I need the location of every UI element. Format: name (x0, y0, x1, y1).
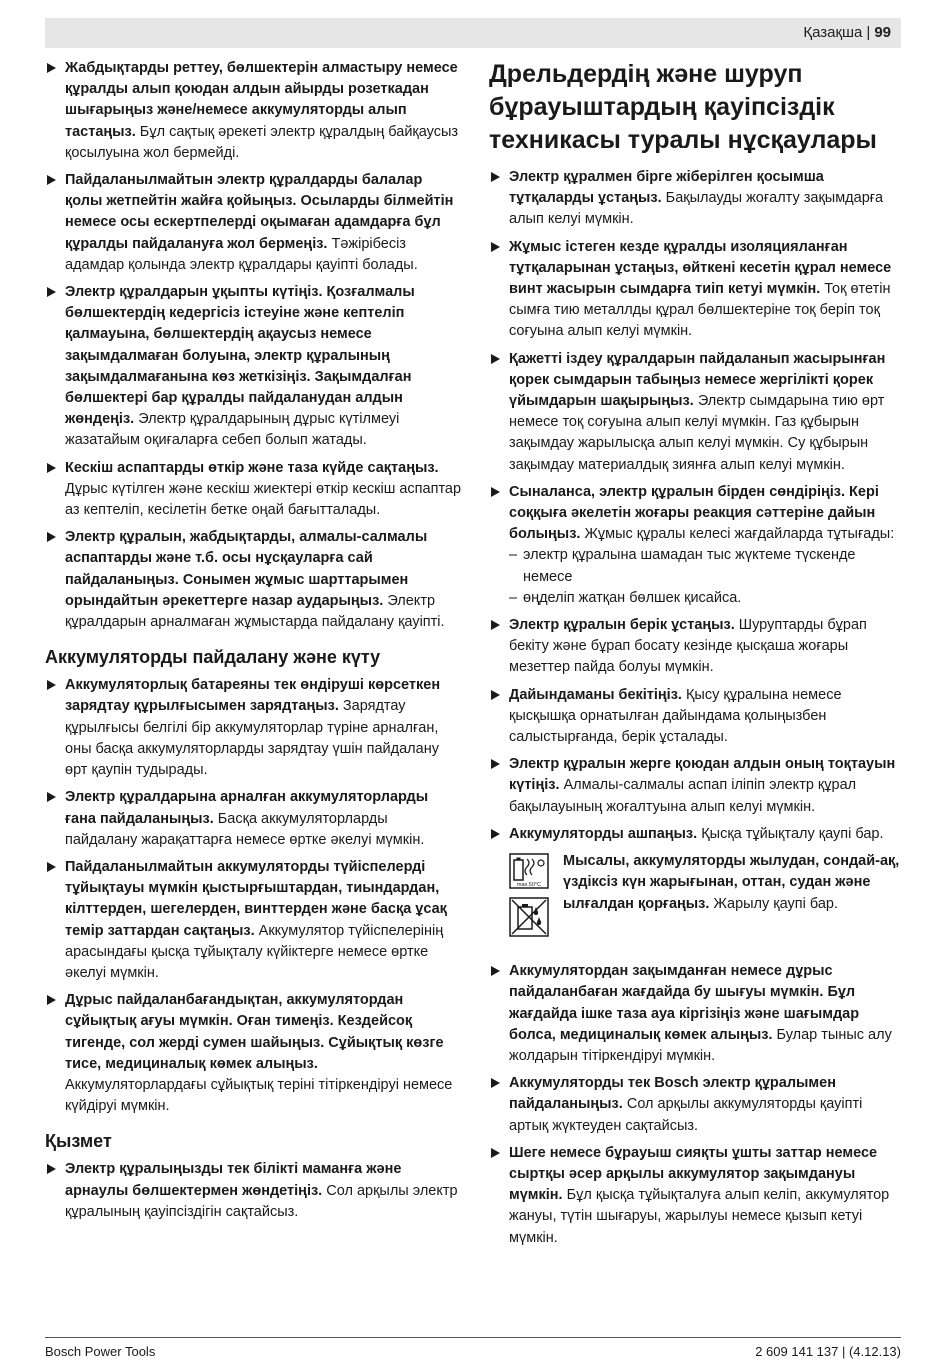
battery-water-icon (509, 897, 549, 937)
battery-list (45, 675, 463, 1117)
header-language: Қазақша (803, 24, 863, 41)
list-item (489, 754, 901, 818)
heat-water-warning (489, 851, 901, 951)
dash-text: электр құралына шамадан тыс жүктеме түскенде немесе (523, 547, 856, 585)
list-item (489, 237, 901, 343)
item-bold: Аккумуляторлық батареяны тек өндіруші көрсеткен зарядтау құрылғысымен зарядтаңыз. (65, 677, 441, 715)
item-bold: Электр құралын, жабдықтарды, алмалы-салмалы аспаптарды және т.б. осы нұсқауларға сай пайдаланыңыз. Сонымен жұмыс шарттарымен орындайтын әрекеттерге назар аударыңыз. (65, 529, 428, 609)
item-bold: Жұмыс істеген кезде құралды изоляцияланған тұтқаларынан ұстаңыз, өйткені кесетін құрал немесе винт жасырын сымдарға тиіп кетуі мүмкін. (509, 238, 892, 298)
bullet-arrow-icon (47, 862, 56, 872)
bullet-arrow-icon (47, 463, 56, 473)
left-top-list (45, 58, 463, 633)
item-text: Алмалы-салмалы аспап іліпіп электр құрал бақылауының жоғалтуына алып келуі мүмкін. (509, 777, 857, 815)
item-bold: Аккумулятордан зақымданған немесе дұрыс пайдаланбаған жағдайда бу шығуы мүмкін. Бұл жағдайда ішке таза ауа кіргізіңіз және шағымдар болса, медициналық көмек алыңыз. (509, 963, 860, 1043)
heat-icon-label: max.50°C (516, 882, 542, 889)
bullet-arrow-icon (491, 172, 500, 182)
bullet-arrow-icon (491, 354, 500, 364)
item-text: Электр құралдарын арналмаған жұмыстарда пайдалану қауіпті. (65, 592, 445, 631)
item-text: Сол арқылы аккумуляторды қауіпті артық жүктеуден сақтайсыз. (509, 1096, 863, 1134)
item-text: Басқа аккумуляторларды пайдалану жарақаттарға немесе өртке әкелуі мүмкін. (65, 810, 425, 848)
bullet-arrow-icon (491, 1148, 500, 1158)
header-text (803, 24, 891, 41)
dash-item (489, 588, 901, 609)
item-bold: Аккумуляторды ашпаңыз. (509, 825, 698, 842)
item-bold: Пайдаланылмайтын электр құралдарды балалар қолы жетпейтін жайға қойыңыз. Осыларды білмейтін немесе осы ескертпелерді оқымаған адамдарға бұл құралды пайдалануға жол бермеңіз. (65, 172, 454, 252)
warning-bold: Мысалы, аккумуляторды жылудан, сондай-ақ, үздіксіз күн жарығынан, оттан, судан және ылғалдан қорғаңыз. (563, 853, 900, 912)
item-bold: Электр құралын жерге қоюдан алдын оның тоқтауын күтіңіз. (509, 756, 896, 794)
bullet-arrow-icon (491, 966, 500, 976)
item-bold: Электр құралдарын ұқыпты күтіңіз. Қозғалмалы бөлшектердің кедергісіз істеуіне және кептеліп қалмауына, бөлшектердің ақаусыз немесе зақымдалмаған болуына, электр құралының зақымдалмағанына көз жеткізіңіз. Зақымдалған бөлшектері бар құралды пайдаланудан алдын жөндеңіз. (65, 284, 415, 428)
item-text: Аккумуляторлардағы сұйықтық теріні тітіркендіруі немесе күйдіруі мүмкін. (65, 1076, 453, 1115)
dash-list (489, 545, 901, 609)
list-item (45, 170, 463, 276)
item-text: Қысқа тұйықталу қаупі бар. (697, 825, 884, 842)
bullet-arrow-icon (491, 487, 500, 497)
page-number: 99 (874, 24, 891, 41)
list-item (489, 685, 901, 749)
list-item (489, 349, 901, 476)
item-text: Бұл сақтық әрекеті электр құралдың байқаусыз қосылуына жол бермейді. (65, 123, 459, 161)
item-text: Электр сымдарына тию өрт немесе тоқ соғуына алып келуі мүмкін. Газ құбырын зақымдау жарылысқа алып келуі мүмкін. Су құбырын зақымдау материалдық зиянға алып келуі мүмкін. (509, 393, 885, 473)
item-text: Дұрыс күтілген және кескіш жиектері өткір кескіш аспаптар аз кептеліп, кесілетін бетке оңай бағытталады. (65, 480, 462, 519)
service-list (45, 1159, 463, 1223)
item-text: Аккумулятор түйіспелерінің арасындағы қысқа тұйықталу күйіктерге немесе өртке әкелуі мүмкін. (65, 922, 444, 981)
item-text: Зарядтау құрылғысы белгілі бір аккумуляторлар түріне арналған, оны басқа аккумуляторларды зарядтау үшін пайдалану өрт қаупін тудырады. (65, 698, 439, 779)
item-bold: Қажетті іздеу құралдарын пайдаланып жасырынған қорек сымдарын табыңыз немесе жергілікті қорек үйымдарын шақырыңыз. (509, 350, 886, 410)
bullet-arrow-icon (491, 759, 500, 769)
dash-marker: – (509, 589, 518, 606)
warning-text (563, 851, 901, 915)
item-text: Сол арқылы электр құралының қауіпсіздігін сақтайсыз. (65, 1182, 458, 1220)
page-header (45, 18, 901, 48)
drill-safety-list-c (489, 961, 901, 1249)
service-heading: Қызмет (45, 1131, 112, 1152)
list-item (489, 167, 901, 231)
bullet-arrow-icon (47, 287, 56, 297)
header-separator: | (866, 24, 871, 41)
bullet-arrow-icon (491, 620, 500, 630)
item-bold: Электр құралмен бірге жіберілген қосымша тұтқаларды ұстаңыз. (509, 169, 824, 207)
footer-doc-number: 2 609 141 137 | (4.12.13) (755, 1344, 901, 1359)
list-item (45, 857, 463, 984)
section-title: Дрельдердің және шуруп бұрауыштардың қауіпсіздік техникасы туралы нұсқаулары (489, 60, 877, 154)
list-item (45, 990, 463, 1117)
item-bold: Шеге немесе бұрауыш сияқты ұшты заттар немесе сыртқы әсер арқылы аккумулятор зақымдануы мүмкін. (509, 1144, 878, 1204)
list-item (45, 675, 463, 781)
item-text: Тоқ өтетін сымға тию металлды құрал бөлшектеріне тоқ беріп тоқ соғуына алып келуі мүмкін. (509, 281, 891, 340)
item-text: Шуруптарды бұрап бекіту және бұрап босату кезінде қысқаша жоғары мезеттер пайда болуы мүмкін. (509, 617, 867, 676)
dash-item (489, 545, 901, 587)
bullet-arrow-icon (47, 63, 56, 73)
list-item (489, 482, 901, 546)
right-column (489, 58, 901, 1255)
item-text: Жұмыс құралы келесі жағдайларда тұтығады: (580, 526, 895, 543)
bullet-arrow-icon (491, 829, 500, 839)
list-item (489, 615, 901, 679)
dash-marker: – (509, 547, 518, 564)
bullet-arrow-icon (491, 690, 500, 700)
bullet-arrow-icon (491, 242, 500, 252)
bullet-arrow-icon (47, 680, 56, 690)
item-bold: Жабдықтарды реттеу, бөлшектерін алмастыру немесе құралды алып қоюдан алдын айырды розеткадан шығарыңыз және/немесе аккумуляторды алып тастаңыз. (65, 60, 458, 140)
battery-heading: Аккумуляторды пайдалану және күту (45, 647, 381, 668)
list-item (45, 282, 463, 452)
item-text: Тәжірібесіз адамдар қолында электр құралдары қауіпті болады. (65, 235, 418, 273)
item-bold: Электр құралдарына арналған аккумуляторларды ғана пайдаланыңыз. (65, 789, 429, 827)
list-item (489, 1143, 901, 1249)
item-bold: Дұрыс пайдаланбағандықтан, аккумулятордан сұйықтық ағуы мүмкін. Оған тимеңіз. Кездейсоқ тигенде, сол жерді сумен шайыңыз. Сұйықтық көзге тисе, медициналық көмек алыңыз. (65, 992, 444, 1072)
bullet-arrow-icon (47, 532, 56, 542)
item-bold: Кескіш аспаптарды өткір және таза күйде сақтаңыз. (65, 459, 439, 476)
bullet-arrow-icon (47, 1164, 56, 1174)
list-item (45, 458, 463, 522)
list-item (45, 787, 463, 851)
list-item (489, 824, 901, 845)
item-bold: Пайдаланылмайтын аккумуляторды түйіспелерді тұйықтауы мүмкін қыстырғыштардан, тиындардан, кілттерден, шегелерден, винттерден және басқа ұсақ темір заттардан сақтаңыз. (65, 858, 447, 939)
dash-text: өңделіп жатқан бөлшек қисайса. (523, 589, 742, 606)
footer-divider (45, 1337, 901, 1338)
list-item (489, 961, 901, 1067)
item-bold: Электр құралын берік ұстаңыз. (509, 617, 735, 634)
item-bold: Аккумуляторды тек Bosch электр құралымен пайдаланыңыз. (509, 1075, 836, 1113)
warning-plain: Жарылу қаупі бар. (709, 895, 839, 912)
item-text: Булар тыныс алу жолдарын тітіркендіруі мүмкін. (509, 1026, 892, 1064)
item-text: Электр құралдарының дұрыс күтілмеуі жазатайым оқиғаларға себеп болып жатады. (65, 411, 400, 449)
list-item (45, 527, 463, 633)
list-item (45, 58, 463, 164)
item-text: Қысу құралына немесе қысқышқа орнатылған дайындама қолыңызбен салыстырғанда, берік ұсталады. (509, 686, 842, 746)
list-item (489, 1073, 901, 1137)
bullet-arrow-icon (47, 995, 56, 1005)
item-bold: Дайындаманы бекітіңіз. (509, 686, 682, 703)
list-item (45, 1159, 463, 1223)
battery-heat-icon (509, 853, 549, 889)
left-column (45, 58, 463, 1229)
item-bold: Электр құралыңызды тек білікті маманға және арнаулы бөлшектермен жөндетіңіз. (65, 1161, 402, 1199)
footer-brand: Bosch Power Tools (45, 1344, 156, 1359)
drill-safety-list-a (489, 167, 901, 545)
item-bold: Сыналанса, электр құралын бірден сөндіріңіз. Кері соққыға әкелетін жоғары реакция сәттеріне дайын болыңыз. (509, 483, 879, 543)
bullet-arrow-icon (47, 792, 56, 802)
drill-safety-list-b (489, 615, 901, 845)
bullet-arrow-icon (491, 1078, 500, 1088)
item-text: Бақылауды жоғалту зақымдарға алып келуі мүмкін. (509, 190, 884, 228)
item-text: Бұл қысқа тұйықталуға алып келіп, аккумулятор жануы, түтін шығаруы, жарылуы немесе қызып кетуі мүмкін. (509, 1187, 890, 1246)
bullet-arrow-icon (47, 175, 56, 185)
